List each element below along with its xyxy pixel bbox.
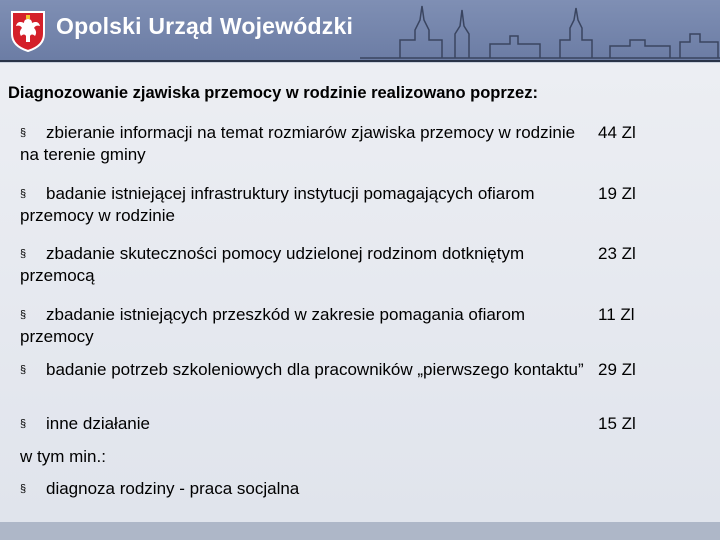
bullet-icon: § (20, 188, 27, 200)
list-item (20, 413, 590, 435)
sub-list-item-text: diagnoza rodziny - praca socjalna (46, 479, 300, 498)
sub-list-item (20, 478, 590, 500)
bullet-icon: § (20, 483, 27, 495)
list-item-text: inne działanie (46, 414, 150, 433)
list-item (20, 183, 590, 227)
subheading: w tym min.: (20, 447, 106, 466)
list-item-value: 44 Zl (598, 123, 636, 142)
list-item (20, 359, 590, 381)
footer-band (0, 522, 720, 540)
list-item-text: badanie istniejącej infrastruktury instytucji pomagających ofiarom przemocy w rodzinie (20, 184, 535, 225)
bullet-icon: § (20, 248, 27, 260)
header-divider (0, 60, 720, 62)
page-heading: Diagnozowanie zjawiska przemocy w rodzinie realizowano poprzez: (8, 84, 538, 102)
list-item-text: zbadanie skuteczności pomocy udzielonej rodzinom dotkniętym przemocą (20, 244, 525, 285)
list-item (20, 122, 590, 166)
bullet-icon: § (20, 127, 27, 139)
list-item-value: 29 Zl (598, 360, 636, 379)
office-title: Opolski Urząd Wojewódzki (56, 13, 354, 39)
list-item-value: 15 Zl (598, 414, 636, 433)
list-item-text: zbieranie informacji na temat rozmiarów zjawiska przemocy w rodzinie na terenie gminy (20, 123, 576, 164)
list-item (20, 243, 590, 287)
bullet-icon: § (20, 418, 27, 430)
city-skyline-icon (360, 0, 720, 62)
list-item-value: 11 Zl (598, 305, 635, 324)
list-item-value: 19 Zl (598, 184, 636, 203)
bullet-icon: § (20, 309, 27, 321)
polish-eagle-emblem-icon (10, 10, 46, 52)
list-item-text: badanie potrzeb szkoleniowych dla pracowników „pierwszego kontaktu” (46, 360, 584, 379)
list-item-text: zbadanie istniejących przeszkód w zakresie pomagania ofiarom przemocy (20, 305, 526, 346)
bullet-icon: § (20, 364, 27, 376)
list-item-value: 23 Zl (598, 244, 636, 263)
list-item (20, 304, 590, 348)
header-banner (0, 0, 720, 62)
